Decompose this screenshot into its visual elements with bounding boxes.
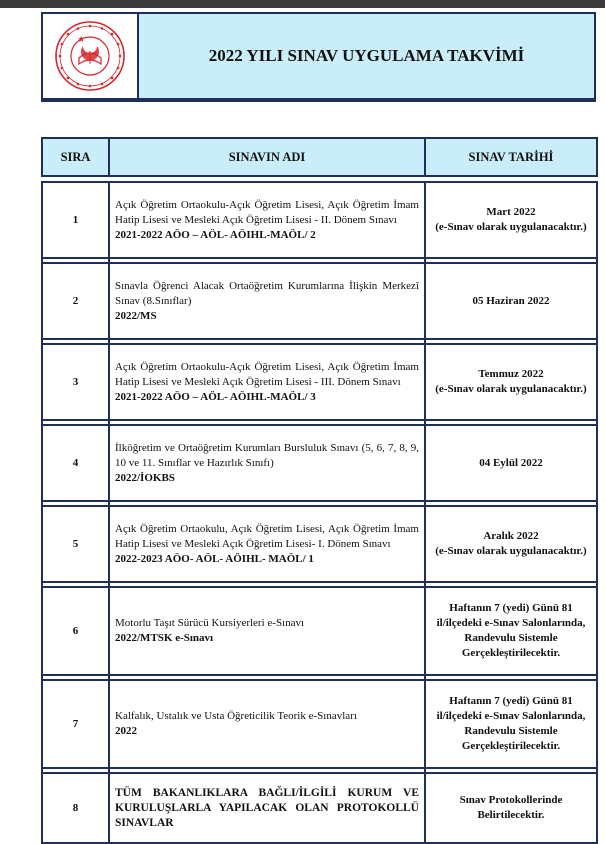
logo-cell bbox=[43, 14, 139, 98]
exam-code: 2022-2023 AÖO- AÖL- AÖIHL- MAÖL/ 1 bbox=[115, 552, 314, 565]
exam-name-cell bbox=[109, 773, 425, 843]
exam-name: Sınavla Öğrenci Alacak Ortaöğretim Kurumlarına İlişkin Merkezî Sınav (8.Sınıflar) bbox=[115, 279, 419, 307]
row-number: 2 bbox=[42, 263, 109, 339]
column-header-sinav-adi: SINAVIN ADI bbox=[109, 138, 425, 176]
table-row bbox=[42, 182, 597, 258]
exam-name: İlköğretim ve Ortaöğretim Kurumları Bursluluk Sınavı (5, 6, 7, 8, 9, 10 ve 11. Sınıflar ve Hazırlık Sınıfı) bbox=[115, 441, 419, 469]
exam-code: 2022/MTSK e-Sınavı bbox=[115, 632, 214, 644]
exam-code: 2021-2022 AÖO – AÖL- AÖIHL-MAÖL/ 3 bbox=[115, 390, 316, 403]
row-number: 8 bbox=[42, 773, 109, 843]
exam-name: Kalfalık, Ustalık ve Usta Öğreticilik Teorik e-Sınavları bbox=[115, 710, 357, 722]
table-row bbox=[42, 263, 597, 339]
exam-date: 04 Eylül 2022 bbox=[425, 425, 597, 501]
exam-name: Açık Öğretim Ortaokulu, Açık Öğretim Lisesi, Açık Öğretim İmam Hatip Lisesi ve Mesleki Açık Öğretim Lisesi- I. Dönem Sınavı bbox=[115, 522, 419, 550]
exam-name-cell bbox=[109, 344, 425, 420]
header-banner bbox=[41, 12, 596, 100]
exam-code: 2022/MS bbox=[115, 309, 157, 322]
row-number: 1 bbox=[42, 182, 109, 258]
exam-code: 2021-2022 AÖO – AÖL- AÖIHL-MAÖL/ 2 bbox=[115, 228, 316, 241]
table-row bbox=[42, 506, 597, 582]
exam-date: Haftanın 7 (yedi) Günü 81 il/ilçedeki e-Sınav Salonlarında, Randevulu Sistemle Gerçekleştirilecektir. bbox=[425, 680, 597, 768]
table-header-row bbox=[42, 138, 597, 176]
table-row bbox=[42, 425, 597, 501]
exam-name: Motorlu Taşıt Sürücü Kursiyerleri e-Sınavı bbox=[115, 617, 305, 629]
row-number: 5 bbox=[42, 506, 109, 582]
top-bar bbox=[0, 0, 605, 8]
exam-date: Mart 2022 (e-Sınav olarak uygulanacaktır.) bbox=[425, 182, 597, 258]
exam-name-cell bbox=[109, 680, 425, 768]
exam-name: Açık Öğretim Ortaokulu-Açık Öğretim Lisesi, Açık Öğretim İmam Hatip Lisesi ve Mesleki Açık Öğretim Lisesi - III. Dönem Sınavı bbox=[115, 360, 419, 388]
exam-date: Aralık 2022 (e-Sınav olarak uygulanacaktır.) bbox=[425, 506, 597, 582]
exam-date: 05 Haziran 2022 bbox=[425, 263, 597, 339]
exam-name-cell bbox=[109, 425, 425, 501]
column-header-sinav-tarihi: SINAV TARİHİ bbox=[425, 138, 597, 176]
row-number: 7 bbox=[42, 680, 109, 768]
meb-seal-logo-icon bbox=[52, 18, 128, 94]
row-number: 4 bbox=[42, 425, 109, 501]
exam-date: Temmuz 2022 (e-Sınav olarak uygulanacaktır.) bbox=[425, 344, 597, 420]
exam-name-cell bbox=[109, 182, 425, 258]
exam-calendar-table bbox=[41, 137, 598, 844]
table-row bbox=[42, 587, 597, 675]
exam-name-cell bbox=[109, 587, 425, 675]
exam-name-cell bbox=[109, 506, 425, 582]
exam-name-cell bbox=[109, 263, 425, 339]
exam-date: Sınav Protokollerinde Belirtilecektir. bbox=[425, 773, 597, 843]
page-title: 2022 YILI SINAV UYGULAMA TAKVİMİ bbox=[139, 14, 594, 98]
table-row bbox=[42, 344, 597, 420]
exam-date: Haftanın 7 (yedi) Günü 81 il/ilçedeki e-Sınav Salonlarında, Randevulu Sistemle Gerçekleştirilecektir. bbox=[425, 587, 597, 675]
exam-code: 2022/İOKBS bbox=[115, 471, 175, 484]
row-number: 6 bbox=[42, 587, 109, 675]
exam-name: Açık Öğretim Ortaokulu-Açık Öğretim Lisesi, Açık Öğretim İmam Hatip Lisesi ve Mesleki Açık Öğretim Lisesi - II. Dönem Sınavı bbox=[115, 198, 419, 226]
column-header-sira: SIRA bbox=[42, 138, 109, 176]
table-row bbox=[42, 680, 597, 768]
exam-name: TÜM BAKANLIKLARA BAĞLI/İLGİLİ KURUM VE KURULUŞLARLA YAPILACAK OLAN PROTOKOLLÜ SINAVLAR bbox=[115, 786, 419, 829]
row-number: 3 bbox=[42, 344, 109, 420]
table-row bbox=[42, 773, 597, 843]
exam-code: 2022 bbox=[115, 725, 137, 737]
